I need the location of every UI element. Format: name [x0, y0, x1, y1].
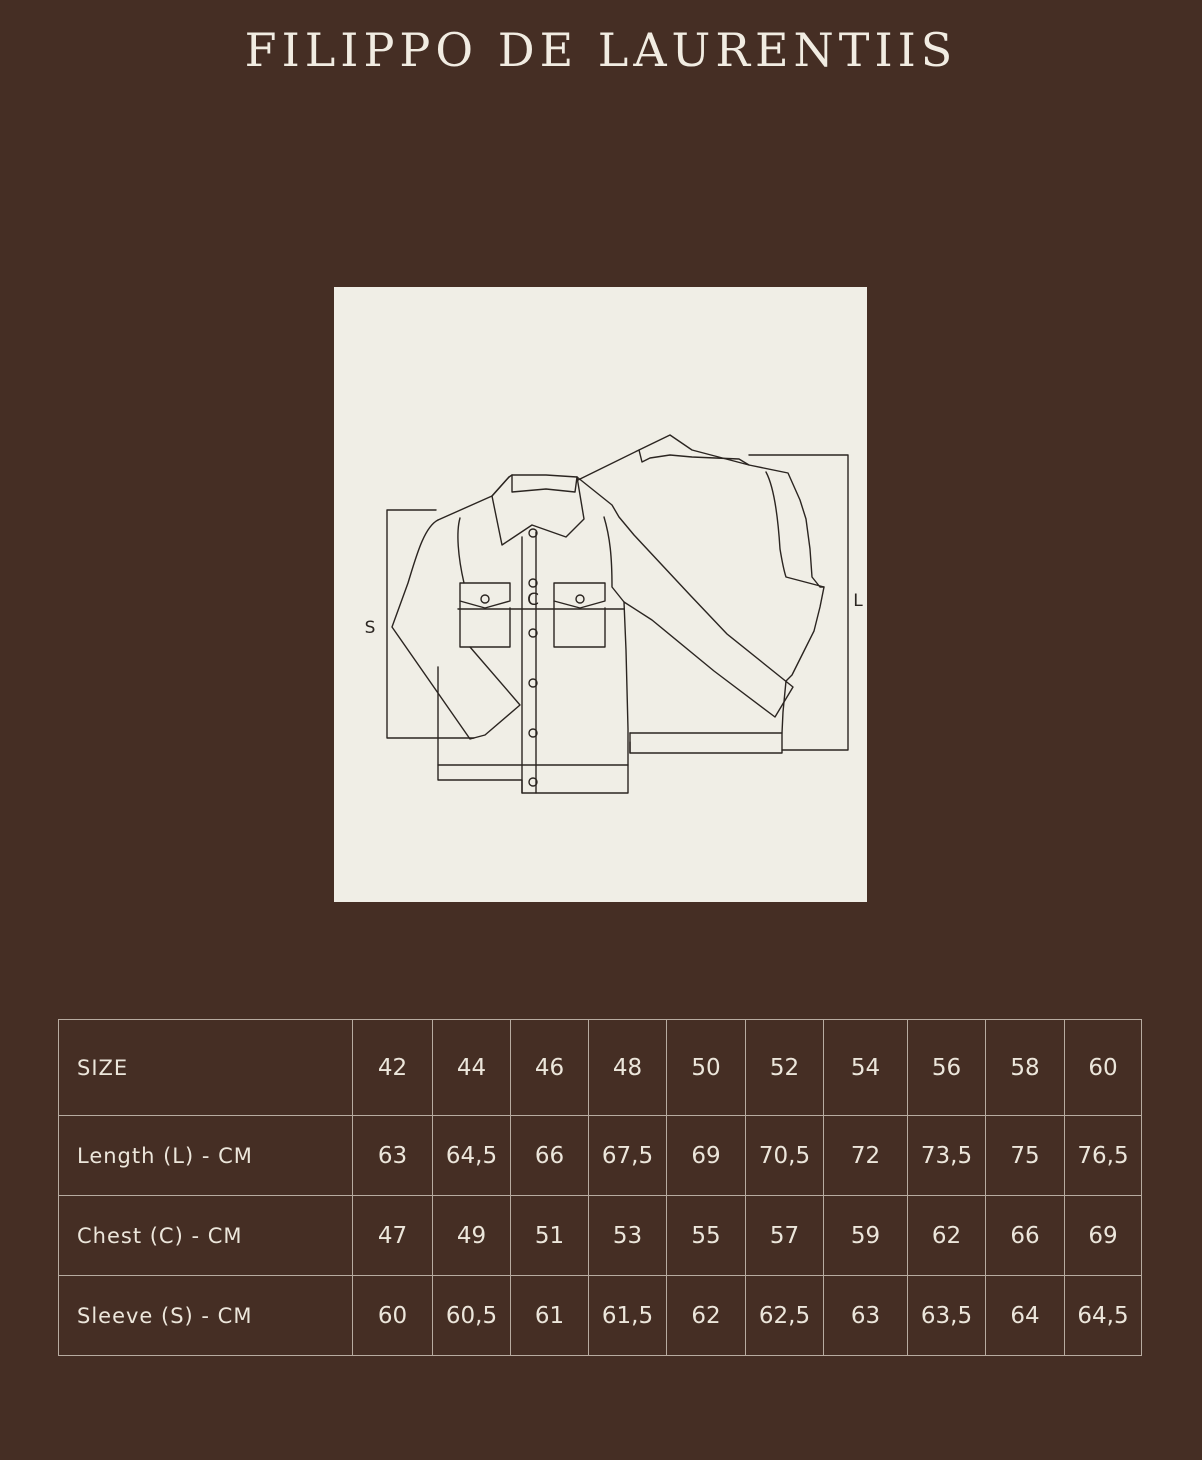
brand-title: FILIPPO DE LAURENTIIS	[244, 23, 958, 77]
size-header-row	[59, 1020, 1142, 1116]
length-row	[59, 1116, 1142, 1196]
chest-cell: 55	[667, 1196, 746, 1276]
sleeve-cell: 64,5	[1065, 1276, 1142, 1356]
size-cell: 50	[667, 1020, 746, 1116]
jacket-back-drawing	[578, 435, 824, 753]
size-cell: 54	[824, 1020, 908, 1116]
sleeve-cell: 60	[353, 1276, 433, 1356]
sleeve-cell: 60,5	[433, 1276, 511, 1356]
length-cell: 73,5	[908, 1116, 986, 1196]
sleeve-cell: 63,5	[908, 1276, 986, 1356]
sleeve-cell: 61	[511, 1276, 589, 1356]
jacket-illustration	[334, 287, 867, 902]
chest-cell: 57	[746, 1196, 824, 1276]
length-cell: 69	[667, 1116, 746, 1196]
size-diagram	[334, 287, 867, 902]
chest-cell: 59	[824, 1196, 908, 1276]
size-cell: 46	[511, 1020, 589, 1116]
length-cell: 75	[986, 1116, 1065, 1196]
size-cell: 60	[1065, 1020, 1142, 1116]
length-cell: 72	[824, 1116, 908, 1196]
chest-label: C	[527, 590, 539, 610]
size-cell: 52	[746, 1020, 824, 1116]
sleeve-cell: 61,5	[589, 1276, 667, 1356]
chest-cell: 53	[589, 1196, 667, 1276]
chest-row	[59, 1196, 1142, 1276]
sleeve-cell: 63	[824, 1276, 908, 1356]
sleeve-row-label: Sleeve (S) - CM	[59, 1276, 353, 1356]
chest-cell: 51	[511, 1196, 589, 1276]
sleeve-measure-line	[387, 510, 474, 738]
sleeve-cell: 64	[986, 1276, 1065, 1356]
size-cell: 42	[353, 1020, 433, 1116]
length-row-label: Length (L) - CM	[59, 1116, 353, 1196]
chest-cell: 69	[1065, 1196, 1142, 1276]
sleeve-row	[59, 1276, 1142, 1356]
length-cell: 64,5	[433, 1116, 511, 1196]
jacket-buttons	[481, 529, 584, 786]
length-label: L	[853, 591, 863, 611]
chest-cell: 66	[986, 1196, 1065, 1276]
sleeve-cell: 62,5	[746, 1276, 824, 1356]
chest-row-label: Chest (C) - CM	[59, 1196, 353, 1276]
length-cell: 70,5	[746, 1116, 824, 1196]
chest-cell: 62	[908, 1196, 986, 1276]
length-measure-line	[749, 455, 848, 750]
size-cell: 48	[589, 1020, 667, 1116]
size-chart-table	[58, 1019, 1142, 1356]
sleeve-label: S	[364, 618, 376, 638]
chest-cell: 47	[353, 1196, 433, 1276]
chest-cell: 49	[433, 1196, 511, 1276]
length-cell: 67,5	[589, 1116, 667, 1196]
size-cell: 44	[433, 1020, 511, 1116]
jacket-front-drawing	[392, 475, 793, 793]
size-cell: 56	[908, 1020, 986, 1116]
size-cell: 58	[986, 1020, 1065, 1116]
length-cell: 66	[511, 1116, 589, 1196]
sleeve-cell: 62	[667, 1276, 746, 1356]
size-header-label: SIZE	[59, 1020, 353, 1116]
length-cell: 76,5	[1065, 1116, 1142, 1196]
length-cell: 63	[353, 1116, 433, 1196]
